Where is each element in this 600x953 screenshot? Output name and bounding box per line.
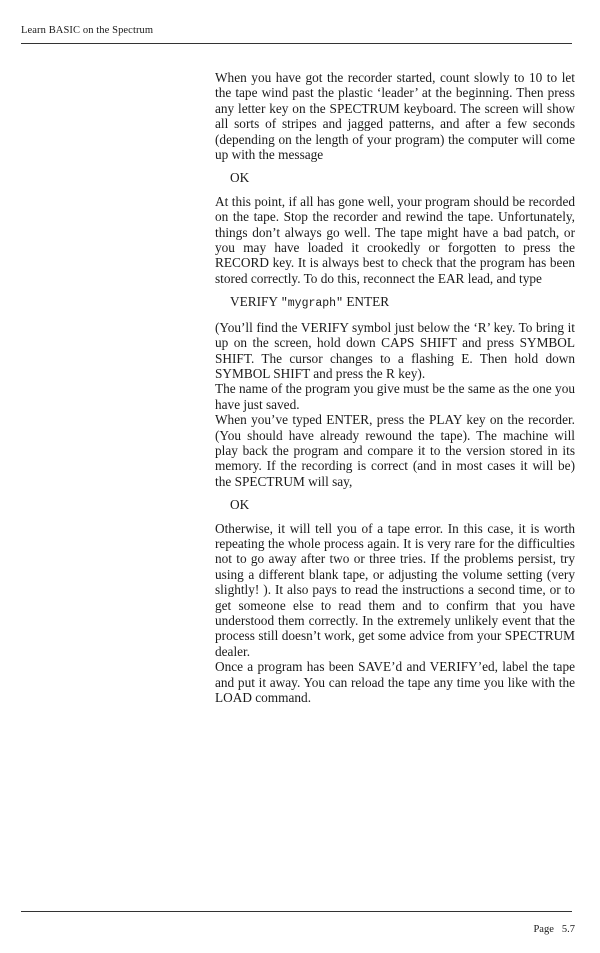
paragraph: When you’ve typed ENTER, press the PLAY key on the recorder. (You should have already rewound the tape). The machine will play back the program and compare it to the version stored in its memory. If the recording is correct (and in most cases it will be) the SPECTRUM will say, (215, 412, 575, 489)
page-label: Page (533, 924, 554, 935)
footer-rule (21, 911, 572, 912)
page-footer (533, 924, 575, 935)
page-body (215, 70, 575, 705)
paragraph: At this point, if all has gone well, your program should be recorded on the tape. Stop the recorder and rewind the tape. Unfortunately, things don’t always go well. The tape might have a bad patch, or you may have loaded it crookedly or forgotten to press the RECORD key. It is always best to check that the program has been stored correctly. To do this, reconnect the EAR lead, and type (215, 193, 575, 286)
page-number: 5.7 (561, 924, 575, 935)
enter-keyword: ENTER (346, 294, 390, 310)
paragraph: When you have got the recorder started, count slowly to 10 to let the tape wind past the plastic ‘leader’ at the beginning. Then press any letter key on the SPECTRUM keyboard. The screen will show all sorts of stripes and jagged patterns, and after a few seconds (depending on the length of your program) the computer will come up with the message (215, 70, 575, 163)
paragraph: Once a program has been SAVE’d and VERIFY’ed, label the tape and put it away. You can reload the tape any time you like with the LOAD command. (215, 659, 575, 706)
ok-message: OK (230, 170, 250, 186)
paragraph: Otherwise, it will tell you of a tape error. In this case, it is worth repeating the whole process again. It is very rare for the difficulties not to go away after two or three tries. If the problems persist, try using a different blank tape, or adjusting the volume setting (very slightly! ). It also pays to read the instructions a second time, or to get someone else to read them and to confirm that you have understood them correctly. In the extremely unlikely event that the process still doesn’t work, get some advice from your SPECTRUM dealer. (215, 520, 575, 659)
header-rule (21, 43, 572, 44)
paragraph: The name of the program you give must be the same as the one you have just saved. (215, 381, 575, 412)
paragraph: (You’ll find the VERIFY symbol just below the ‘R’ key. To bring it up on the screen, hold down CAPS SHIFT and press SYMBOL SHIFT. The cursor changes to a flashing E. Then hold down SYMBOL SHIFT and press the R key). (215, 319, 575, 381)
running-header: Learn BASIC on the Spectrum (21, 25, 154, 36)
program-name: "mygraph" (280, 297, 343, 311)
verify-keyword: VERIFY (230, 294, 278, 310)
verify-command (230, 294, 575, 311)
ok-message: OK (230, 497, 250, 513)
